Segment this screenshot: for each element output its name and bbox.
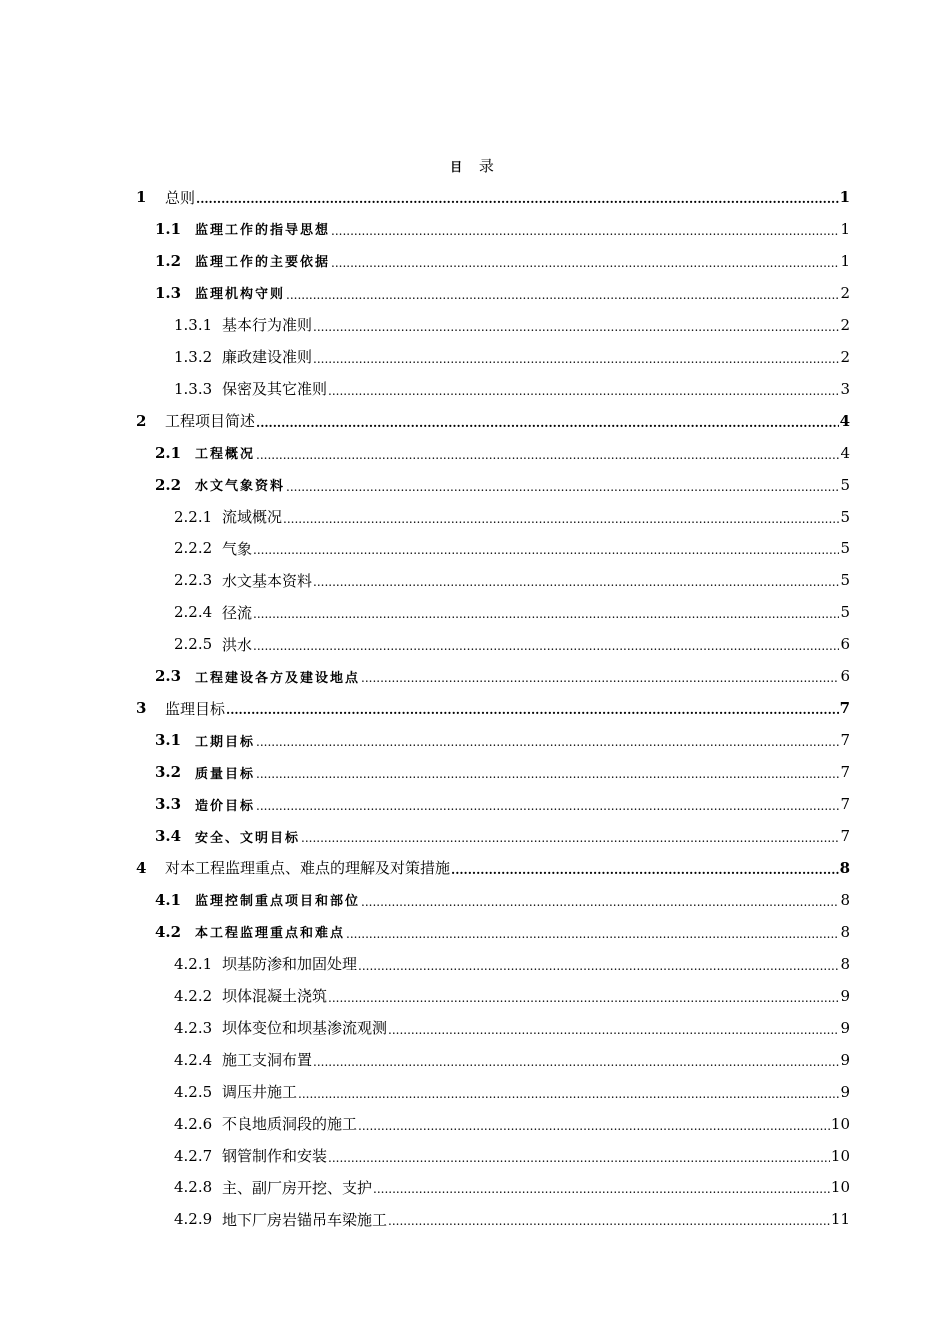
toc-entry-label: 监理工作的指导思想 <box>195 223 331 239</box>
toc-entry-page: 5 <box>840 539 850 558</box>
toc-entry-number: 4.2.9 <box>174 1210 213 1229</box>
toc-entry-number: 4.2.8 <box>174 1178 213 1197</box>
toc-entry-page: 6 <box>840 667 850 686</box>
toc-entry-page: 9 <box>840 1050 850 1069</box>
toc-entry-label: 廉政建设准则 <box>222 348 313 367</box>
toc-entry-page: 8 <box>839 858 850 877</box>
toc-dot-leader <box>387 1012 839 1044</box>
toc-entry-number: 4.2.4 <box>174 1050 213 1069</box>
toc-entry[interactable] <box>155 788 850 820</box>
toc-entry-number: 3 <box>136 699 147 718</box>
toc-entry[interactable] <box>174 1108 850 1140</box>
toc-dot-leader <box>312 1044 839 1076</box>
toc-entry[interactable] <box>155 820 850 852</box>
toc-entry-number: 2.2.3 <box>174 571 213 590</box>
toc-entry-label: 气象 <box>222 539 253 558</box>
toc-dot-leader <box>330 213 839 245</box>
toc-entry-page: 11 <box>830 1210 850 1229</box>
toc-dot-leader <box>252 596 839 628</box>
toc-entry-label: 监理机构守则 <box>195 287 286 303</box>
toc-dot-leader <box>327 1140 830 1172</box>
toc-entry-page: 1 <box>840 251 850 270</box>
toc-entry-number: 1.1 <box>155 219 182 238</box>
toc-entry-number: 2.2.2 <box>174 539 213 558</box>
toc-entry-page: 3 <box>840 379 850 398</box>
toc-entry[interactable] <box>174 564 850 596</box>
toc-entry[interactable] <box>136 405 850 437</box>
toc-entry-page: 7 <box>840 763 850 782</box>
toc-dot-leader <box>357 1108 830 1140</box>
toc-entry-label: 调压井施工 <box>222 1083 298 1102</box>
toc-dot-leader <box>225 692 839 724</box>
toc-entry-number: 2.2 <box>155 475 182 494</box>
toc-entry-number: 4.2.7 <box>174 1146 213 1165</box>
toc-entry-number: 3.1 <box>155 731 182 750</box>
toc-dot-leader <box>255 724 839 756</box>
toc-entry-label: 径流 <box>222 603 253 622</box>
toc-entry-page: 2 <box>840 315 850 334</box>
toc-entry-label: 工程建设各方及建设地点 <box>195 670 361 686</box>
toc-entry-label: 监理工作的主要依据 <box>195 255 331 271</box>
toc-entry-label: 监理目标 <box>165 699 226 718</box>
toc-entry-label: 主、副厂房开挖、支护 <box>222 1178 373 1197</box>
toc-entry-number: 2.2.4 <box>174 603 213 622</box>
toc-entry[interactable] <box>174 373 850 405</box>
toc-entry[interactable] <box>155 916 850 948</box>
toc-entry-number: 4.1 <box>155 890 182 909</box>
toc-entry-page: 9 <box>840 986 850 1005</box>
toc-entry[interactable] <box>174 1203 850 1235</box>
toc-entry-number: 4.2.1 <box>174 954 213 973</box>
toc-dot-leader <box>255 756 839 788</box>
toc-entry[interactable] <box>155 437 850 469</box>
toc-entry[interactable] <box>155 660 850 692</box>
toc-entry[interactable] <box>136 181 850 213</box>
toc-entry-label: 施工支洞布置 <box>222 1051 313 1070</box>
toc-entry-page: 8 <box>840 922 850 941</box>
toc-dot-leader <box>327 980 839 1012</box>
toc-entry[interactable] <box>155 884 850 916</box>
toc-dot-leader <box>360 884 839 916</box>
toc-entry-label: 工期目标 <box>195 734 256 750</box>
toc-entry-label: 工程项目简述 <box>165 412 256 431</box>
toc-entry[interactable] <box>174 309 850 341</box>
toc-entry-number: 1 <box>136 188 147 206</box>
toc-entry[interactable] <box>155 469 850 501</box>
toc-entry-number: 2.2.1 <box>174 507 213 526</box>
toc-entry[interactable] <box>174 341 850 373</box>
toc-dot-leader <box>345 916 839 948</box>
toc-dot-leader <box>312 341 839 373</box>
toc-entry-label: 坝体混凝土浇筑 <box>222 987 328 1006</box>
toc-entry-number: 2.3 <box>155 667 182 686</box>
toc-dot-leader <box>255 788 839 820</box>
toc-dot-leader <box>282 501 839 533</box>
toc-entry-page: 10 <box>830 1146 850 1165</box>
toc-entry[interactable] <box>174 628 850 660</box>
toc-entry-number: 1.3.1 <box>174 315 213 334</box>
toc-entry-page: 8 <box>840 954 850 973</box>
toc-entry-label: 水文基本资料 <box>222 571 313 590</box>
toc-entry-label: 本工程监理重点和难点 <box>195 926 346 942</box>
toc-entry[interactable] <box>136 852 850 884</box>
toc-entry-page: 5 <box>840 571 850 590</box>
toc-entry-number: 1.3.2 <box>174 347 213 366</box>
toc-entry-page: 1 <box>840 219 850 238</box>
toc-entry-page: 10 <box>830 1114 850 1133</box>
toc-entry-number: 2 <box>136 411 147 430</box>
toc-entry[interactable] <box>155 277 850 309</box>
toc-dot-leader <box>372 1171 830 1203</box>
toc-entry[interactable] <box>174 980 850 1012</box>
toc-dot-leader <box>330 245 839 277</box>
toc-entry[interactable] <box>174 1171 850 1203</box>
toc-entry[interactable] <box>174 596 850 628</box>
toc-entry[interactable] <box>155 756 850 788</box>
toc-entry-page: 5 <box>840 475 850 494</box>
toc-entry-label: 地下厂房岩锚吊车梁施工 <box>222 1210 388 1229</box>
toc-dot-leader <box>285 469 839 501</box>
toc-entry[interactable] <box>174 532 850 564</box>
toc-entry-number: 3.2 <box>155 763 182 782</box>
toc-entry-page: 9 <box>840 1082 850 1101</box>
toc-entry[interactable] <box>174 1140 850 1172</box>
toc-dot-leader <box>312 309 839 341</box>
toc-dot-leader <box>297 1076 839 1108</box>
toc-entry[interactable] <box>155 213 850 245</box>
toc-dot-leader <box>357 948 839 980</box>
toc-entry-number: 4.2.2 <box>174 986 213 1005</box>
toc-entry[interactable] <box>136 692 850 724</box>
toc-entry-number: 4 <box>136 858 147 877</box>
toc-entry-page: 5 <box>840 507 850 526</box>
toc-entry-label: 安全、文明目标 <box>195 830 301 846</box>
toc-entry-label: 坝基防渗和加固处理 <box>222 955 358 974</box>
toc-entry-label: 质量目标 <box>195 766 256 782</box>
toc-entry-page: 2 <box>840 347 850 366</box>
toc-entry-number: 1.3.3 <box>174 379 213 398</box>
toc-dot-leader <box>195 181 839 213</box>
toc-entry-page: 7 <box>840 795 850 814</box>
toc-title <box>0 155 950 176</box>
toc-entry-label: 流域概况 <box>222 508 283 526</box>
toc-entry-label: 基本行为准则 <box>222 316 313 335</box>
toc-dot-leader <box>450 852 839 884</box>
toc-entry-label: 对本工程监理重点、难点的理解及对策措施 <box>165 859 451 878</box>
toc-entry-number: 2.1 <box>155 443 182 462</box>
toc-entry-page: 7 <box>839 699 850 718</box>
toc-dot-leader <box>252 628 839 660</box>
toc-entry-label: 钢管制作和安装 <box>222 1147 328 1165</box>
toc-entry-number: 4.2.6 <box>174 1114 213 1133</box>
toc-entry-number: 1.2 <box>155 251 182 270</box>
toc-entry[interactable] <box>174 1044 850 1076</box>
toc-title-char-2: 录 <box>478 157 500 175</box>
toc-entry-label: 造价目标 <box>195 798 256 814</box>
toc-entry-page: 4 <box>839 411 850 430</box>
toc-entry-label: 保密及其它准则 <box>222 380 328 399</box>
toc-entry-page: 4 <box>840 443 850 462</box>
toc-entry-number: 4.2.3 <box>174 1018 213 1037</box>
toc-entry-number: 2.2.5 <box>174 635 213 654</box>
toc-dot-leader <box>300 820 839 852</box>
toc-entry-page: 5 <box>840 603 850 622</box>
toc-entry-number: 3.3 <box>155 795 182 814</box>
toc-dot-leader <box>360 660 839 692</box>
toc-entry-page: 2 <box>840 283 850 302</box>
toc-dot-leader <box>312 564 839 596</box>
toc-entry-number: 3.4 <box>155 827 182 845</box>
toc-entry-label: 洪水 <box>222 635 253 654</box>
toc-entry[interactable] <box>174 948 850 980</box>
toc-entry-label: 水文气象资料 <box>195 479 286 495</box>
toc-title-char-1: 目 <box>450 160 469 174</box>
toc-dot-leader <box>285 277 839 309</box>
toc-entry-number: 1.3 <box>155 283 182 302</box>
toc-entry-label: 总则 <box>165 188 196 207</box>
toc-entry-label: 监理控制重点项目和部位 <box>195 894 361 910</box>
toc-entry[interactable] <box>155 245 850 277</box>
toc-entry-page: 1 <box>839 188 850 206</box>
toc-dot-leader <box>252 532 839 564</box>
toc-entry-label: 不良地质洞段的施工 <box>222 1115 358 1134</box>
toc-entry[interactable] <box>174 1076 850 1108</box>
toc-dot-leader <box>387 1203 830 1235</box>
toc-entry-page: 10 <box>830 1178 850 1197</box>
toc-entry-page: 9 <box>840 1018 850 1037</box>
toc-entry-label: 工程概况 <box>195 447 256 463</box>
toc-dot-leader <box>327 373 839 405</box>
toc-entry-label: 坝体变位和坝基渗流观测 <box>222 1019 388 1038</box>
toc-entry-number: 4.2.5 <box>174 1082 213 1101</box>
toc-entry-page: 6 <box>840 635 850 654</box>
toc-entry-page: 7 <box>840 827 850 845</box>
toc-entry-page: 8 <box>840 890 850 909</box>
toc-dot-leader <box>255 405 839 437</box>
toc-entry[interactable] <box>155 724 850 756</box>
toc-dot-leader <box>255 437 839 469</box>
toc-entry[interactable] <box>174 1012 850 1044</box>
toc-entry-page: 7 <box>840 731 850 750</box>
toc-entry-number: 4.2 <box>155 922 182 941</box>
toc-entry[interactable] <box>174 501 850 533</box>
